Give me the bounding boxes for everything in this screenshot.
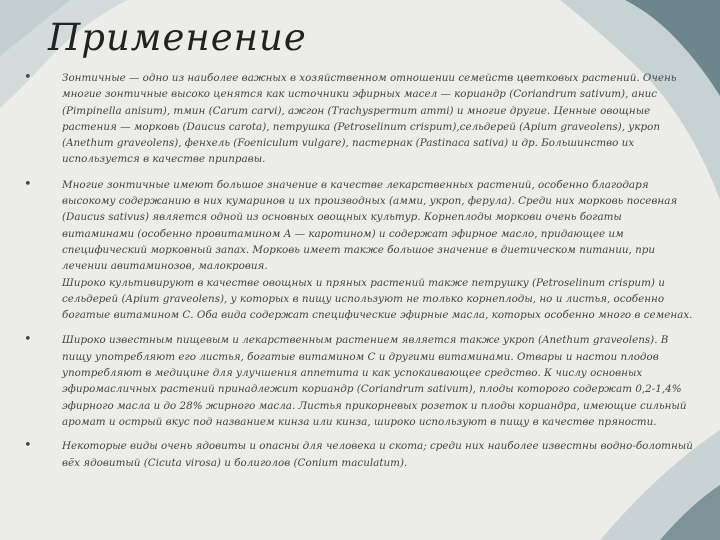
bullet-icon: • [24, 332, 32, 348]
bullet-icon: • [24, 438, 32, 454]
list-item [24, 70, 694, 168]
list-item [24, 438, 694, 471]
slide-content [24, 70, 694, 480]
bullet-icon: • [24, 70, 32, 85]
paragraph-text: Многие зонтичные имеют большое значение в качестве лекарственных растений, особенно благодаря высокому содержанию в них кумаринов и их производных (амми, укроп, ферула). Среди них морковь посевная (Daucus sativus) является одной из основных овощных культур. Корнеплоды моркови очень богаты витаминами (особенно провитамином А — каротином) и содержат эфирное масло, придающее им специфический морковный запах. Морковь имеет также большое значение в диетическом питании, при лечении авитаминозов, малокровия. [62, 178, 678, 273]
bullet-icon: • [24, 176, 32, 192]
paragraph-text: Широко известным пищевым и лекарственным растением является также укроп (Anethum graveolens). В пищу употребляют его листья, богатые витамином С и другими витаминами. Отвары и настои плодов употребляют в медицине для улучшения аппетита и как успокаивающее средство. К числу основных эфиромасличных растений принадлежит кориандр (Coriandrum sativum), плоды которого содержат 0,2-1,4% эфирного масла и до 28% жирного масла. Листья прикорневых розеток и плоды кориандра, имеющие сильный аромат и острый вкус под названием кинза или кинза, широко используют в пищу в качестве пряности. [62, 334, 687, 428]
paragraph-text: Некоторые виды очень ядовиты и опасны для человека и скота; среди них наиболее известны водно-болотный вёх ядовитый (Cicuta virosa) и болиголов (Conium maculatum). [62, 440, 693, 469]
slide-title: Применение [48, 16, 307, 59]
paragraph-text: Зонтичные — одно из наиболее важных в хозяйственном отношении семейств цветковых растений. Очень многие зонтичные высоко ценятся как источники эфирных масел — кориандр (Coriandrum sativum), анис (Pimpinella anisum), тмин (Carum carvi), ажгон (Trachyspermum ammi) и многие другие. Ценные овощные растения — морковь (Daucus carota), петрушка (Petroselinum crispum),сельдерей (Apium graveolens), укроп (Anethum graveolens), фенхель (Foeniculum vulgare), пастернак (Pastinaca sativa) и др. Большинство их используется в качестве приправы. [62, 72, 677, 166]
list-item [24, 177, 694, 324]
list-item [24, 332, 694, 430]
paragraph-text: Широко культивируют в качестве овощных и пряных растений также петрушку (Petroselinum crispum) и сельдерей (Apium graveolens), у которых в пищу используют не только корнеплоды, но и листья, особенно богатые витамином С. Оба вида содержат специфические эфирные масла, которых особенно много в семенах. [62, 276, 693, 322]
